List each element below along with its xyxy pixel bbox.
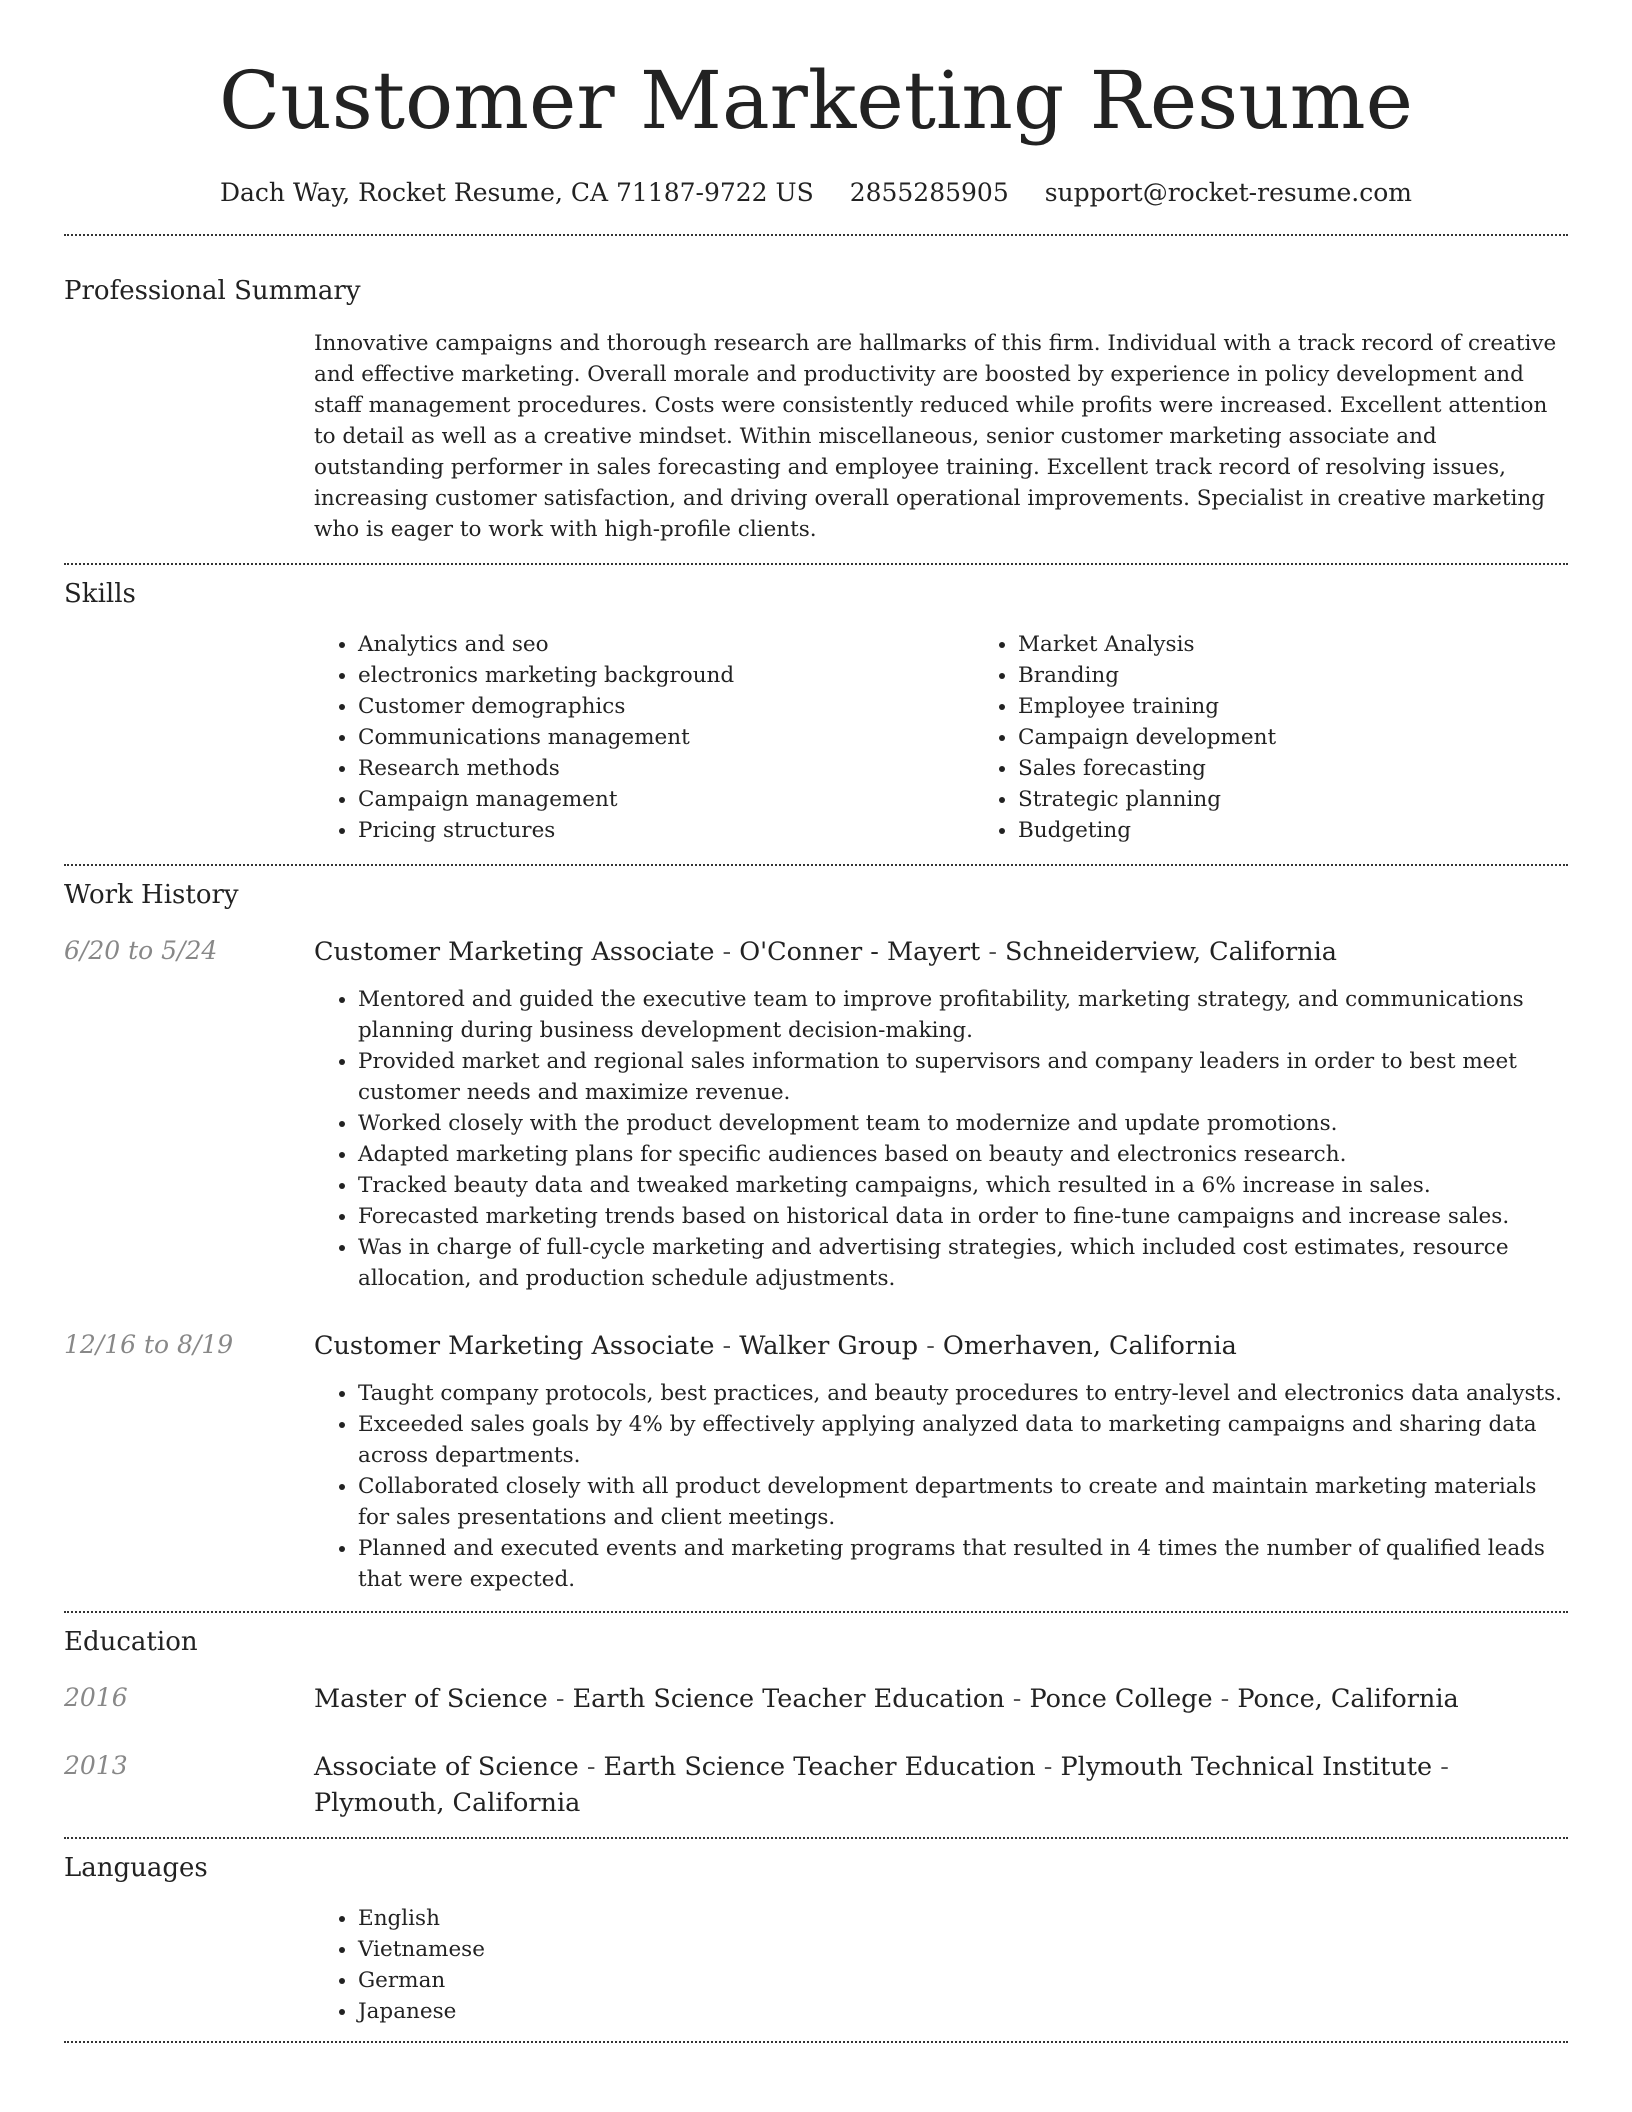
job-company: Walker Group — [739, 1331, 919, 1361]
language-item: • German — [358, 1965, 1568, 1996]
education-field: Earth Science Teacher Education — [572, 1684, 1005, 1714]
skill-item: • Analytics and seo — [358, 629, 974, 660]
job-body — [314, 934, 1568, 1294]
separator: - — [980, 937, 1006, 967]
skill-item: • Branding — [1018, 660, 1632, 691]
education-year: 2013 — [64, 1751, 128, 1780]
summary-body — [314, 328, 1568, 545]
job-bullet: • Worked closely with the product development team to modernize and update promotions. — [358, 1108, 1568, 1139]
separator: - — [1212, 1684, 1238, 1714]
separator: - — [918, 1331, 943, 1361]
skill-item: • Strategic planning — [1018, 784, 1632, 815]
job-bullet: • Exceeded sales goals by 4% by effectively applying analyzed data to marketing campaigns and sharing data across departments. — [358, 1409, 1568, 1471]
education-school: Plymouth Technical Institute — [1060, 1752, 1433, 1782]
separator: - — [1432, 1752, 1449, 1782]
skill-item: • Campaign development — [1018, 722, 1632, 753]
job-bullet: • Mentored and guided the executive team to improve profitability, marketing strategy, and communications planning during business development decision-making. — [358, 984, 1568, 1046]
skill-item: • Communications management — [358, 722, 974, 753]
job-bullets — [314, 1378, 1568, 1595]
contact-address: Dach Way, Rocket Resume, CA 71187-9722 US — [219, 178, 814, 207]
section-divider — [64, 2041, 1568, 2043]
education-field: Earth Science Teacher Education — [603, 1752, 1036, 1782]
job-bullet: • Tracked beauty data and tweaked marketing campaigns, which resulted in a 6% increase in sales. — [358, 1170, 1568, 1201]
skills-row — [64, 629, 1568, 846]
summary-row — [64, 328, 1568, 545]
education-entry — [64, 1749, 1568, 1821]
language-item: • English — [358, 1903, 1568, 1934]
separator: - — [578, 1752, 604, 1782]
language-item: • Japanese — [358, 1996, 1568, 2027]
skill-item: • Campaign management — [358, 784, 974, 815]
job-entry — [64, 934, 1568, 1294]
education-title — [314, 1681, 1568, 1717]
education-location: Plymouth, California — [314, 1788, 581, 1818]
resume-name: Customer Marketing Resume — [219, 54, 1413, 147]
job-entry — [64, 1328, 1568, 1595]
section-title-education: Education — [64, 1627, 198, 1657]
separator: - — [714, 937, 740, 967]
skill-item: • Sales forecasting — [1018, 753, 1632, 784]
job-role: Customer Marketing Associate — [314, 1331, 715, 1361]
job-bullet: • Forecasted marketing trends based on historical data in order to fine-tune campaigns and increase sales. — [358, 1201, 1568, 1232]
education-degree: Master of Science — [314, 1684, 548, 1714]
section-title-skills: Skills — [64, 579, 136, 609]
job-dates: 12/16 to 8/19 — [64, 1330, 234, 1359]
education-entry — [64, 1681, 1568, 1717]
skills-list-left — [314, 629, 974, 846]
languages-list — [314, 1903, 1568, 2027]
separator: - — [1004, 1684, 1030, 1714]
skill-item: • Customer demographics — [358, 691, 974, 722]
section-skills — [64, 565, 1568, 846]
job-bullet: • Collaborated closely with all product development departments to create and maintain marketing materials for sales presentations and client meetings. — [358, 1471, 1568, 1533]
job-bullet: • Planned and executed events and marketing programs that resulted in 4 times the number of qualified leads that were expected. — [358, 1533, 1568, 1595]
education-body — [314, 1681, 1568, 1717]
job-bullets — [314, 984, 1568, 1294]
skill-item: • Market Analysis — [1018, 629, 1632, 660]
separator: - — [547, 1684, 573, 1714]
section-summary — [64, 236, 1568, 545]
job-role: Customer Marketing Associate — [314, 937, 715, 967]
skill-item: • Research methods — [358, 753, 974, 784]
separator: - — [1035, 1752, 1061, 1782]
job-company: O'Conner - Mayert — [739, 937, 981, 967]
job-bullet: • Provided market and regional sales information to supervisors and company leaders in order to best meet customer needs and maximize revenue. — [358, 1046, 1568, 1108]
skills-list-right — [974, 629, 1632, 846]
summary-text: Innovative campaigns and thorough research are hallmarks of this firm. Individual with a track record of creative and effective marketing. Overall morale and productivity are boosted by experience in policy development and staff management procedures. Costs were consistently reduced while profits were increased. Excellent attention to detail as well as a creative mindset. Within miscellaneous, senior customer marketing associate and outstanding performer in sales forecasting and employee training. Excellent track record of resolving issues, increasing customer satisfaction, and driving overall operational improvements. Specialist in creative marketing who is eager to work with high-profile clients. — [314, 331, 1557, 542]
education-location: Ponce, California — [1237, 1684, 1459, 1714]
skill-item: • Pricing structures — [358, 815, 974, 846]
job-title — [314, 934, 1568, 970]
section-work — [64, 866, 1568, 1595]
skills-columns — [314, 629, 1632, 846]
section-title-summary: Professional Summary — [64, 276, 361, 306]
job-bullet: • Taught company protocols, best practices, and beauty procedures to entry-level and electronics data analysts. — [358, 1378, 1568, 1409]
education-school: Ponce College — [1029, 1684, 1213, 1714]
languages-row — [64, 1903, 1568, 2027]
language-item: • Vietnamese — [358, 1934, 1568, 1965]
job-bullet: • Was in charge of full-cycle marketing and advertising strategies, which included cost estimates, resource allocation, and production schedule adjustments. — [358, 1232, 1568, 1294]
job-bullet: • Adapted marketing plans for specific audiences based on beauty and electronics research. — [358, 1139, 1568, 1170]
education-degree: Associate of Science — [314, 1752, 579, 1782]
education-title — [314, 1749, 1568, 1821]
languages-body — [314, 1903, 1568, 2027]
section-title-work: Work History — [64, 880, 239, 910]
separator: - — [714, 1331, 740, 1361]
section-title-languages: Languages — [64, 1853, 208, 1883]
skill-item: • Employee training — [1018, 691, 1632, 722]
contact-line — [64, 176, 1568, 210]
contact-email: support@rocket-resume.com — [1044, 178, 1413, 207]
contact-phone: 2855285905 — [849, 178, 1009, 207]
section-languages — [64, 1839, 1568, 2027]
resume-header — [64, 0, 1568, 210]
job-body — [314, 1328, 1568, 1595]
job-location: Schneiderview, California — [1005, 937, 1337, 967]
job-title — [314, 1328, 1568, 1364]
job-location: Omerhaven, California — [942, 1331, 1237, 1361]
skill-item: • Budgeting — [1018, 815, 1632, 846]
education-body — [314, 1749, 1568, 1821]
section-education — [64, 1613, 1568, 1821]
job-dates: 6/20 to 5/24 — [64, 936, 218, 965]
skill-item: • electronics marketing background — [358, 660, 974, 691]
education-year: 2016 — [64, 1683, 128, 1712]
